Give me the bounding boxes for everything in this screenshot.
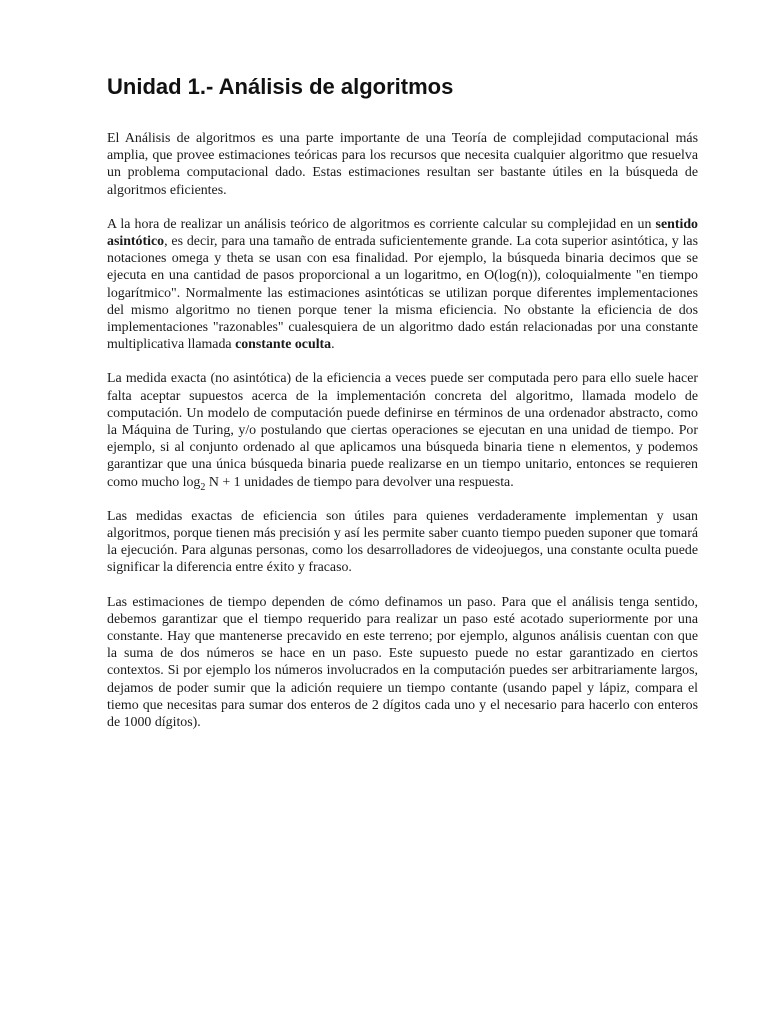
paragraph-exact-measure-text-a: La medida exacta (no asintótica) de la eficiencia a veces puede ser computada pero para ello suele hacer falta aceptar supuestos acerca de la implementación concreta del algoritmo, llamada modelo de computación. Un modelo de computación puede definirse en términos de una ordenador abstracto, como la Máquina de Turing, y/o postulando que ciertas operaciones se ejecutan en una unidad de tiempo. Por ejemplo, si al conjunto ordenado al que aplicamos una búsqueda binaria tiene n elementos, y podemos garantizar que una única búsqueda binaria puede realizarse en un tiempo unitario, entonces se requieren como mucho log bbox=[107, 371, 698, 490]
paragraph-asymptotic-text-c: . bbox=[331, 337, 335, 353]
paragraph-asymptotic bbox=[107, 216, 698, 354]
paragraph-intro: El Análisis de algoritmos es una parte importante de una Teoría de complejidad computacional más amplia, que provee estimaciones teóricas para los recursos que necesita cualquier algoritmo que resuelva un problema computacional dado. Estas estimaciones resultan ser bastante útiles en la búsqueda de algoritmos eficientes. bbox=[107, 131, 698, 198]
paragraph-exact-measure-text-b: N + 1 unidades de tiempo para devolver una respuesta. bbox=[205, 474, 514, 490]
paragraph-asymptotic-text-b: , es decir, para una tamaño de entrada suficientemente grande. La cota superior asintótica, y las notaciones omega y theta se usan con esa finalidad. Por ejemplo, la búsqueda binaria decimos que se ejecuta en una cantidad de pasos proporcional a un logaritmo, en O(log(n)), coloquialmente "en tiempo logarítmico". Normalmente las estimaciones asintóticas se utilizan porque diferentes implementaciones del mismo algoritmo no tienen porque tener la misma eficiencia. No obstante la eficiencia de dos implementaciones "razonables" cualesquiera de un algoritmo dado están relacionadas por una constante multiplicativa llamada bbox=[107, 234, 698, 353]
log-subscript: 2 bbox=[200, 481, 206, 493]
paragraph-usefulness: Las medidas exactas de eficiencia son útiles para quienes verdaderamente implementan y usan algoritmos, porque tienen más precisión y así les permite saber cuanto tiempo pueden suponer que tomará la ejecución. Para algunas personas, como los desarrolladores de videojuegos, una constante oculta puede significar la diferencia entre éxito y fracaso. bbox=[107, 508, 698, 576]
paragraph-exact-measure bbox=[107, 370, 698, 493]
document-title: Unidad 1.- Análisis de algoritmos bbox=[107, 74, 454, 99]
paragraph-time-steps: Las estimaciones de tiempo dependen de cómo definamos un paso. Para que el análisis tenga sentido, debemos garantizar que el tiempo requerido para realizar un paso esté acotado superiormente por una constante. Hay que mantenerse precavido en este terreno; por ejemplo, algunos análisis cuentan con que la suma de dos números se hace en un paso. Este supuesto puede no estar garantizado en ciertos contextos. Si por ejemplo los números involucrados en la computación puedes ser arbitrariamente largos, dejamos de poder sumir que la adición requiere un tiempo contante (usando papel y lápiz, compara el tiemo que necesitas para sumar dos enteros de 2 dígitos cada uno y el necesario para hacerlo con enteros de 1000 dígitos). bbox=[107, 594, 698, 731]
term-constante-oculta: constante oculta bbox=[235, 337, 332, 353]
paragraph-asymptotic-text-a: A la hora de realizar un análisis teórico de algoritmos es corriente calcular su complejidad en un bbox=[107, 216, 656, 232]
term-sentido-asintotico: sentido asintótico bbox=[107, 216, 698, 250]
document-page bbox=[107, 72, 698, 748]
